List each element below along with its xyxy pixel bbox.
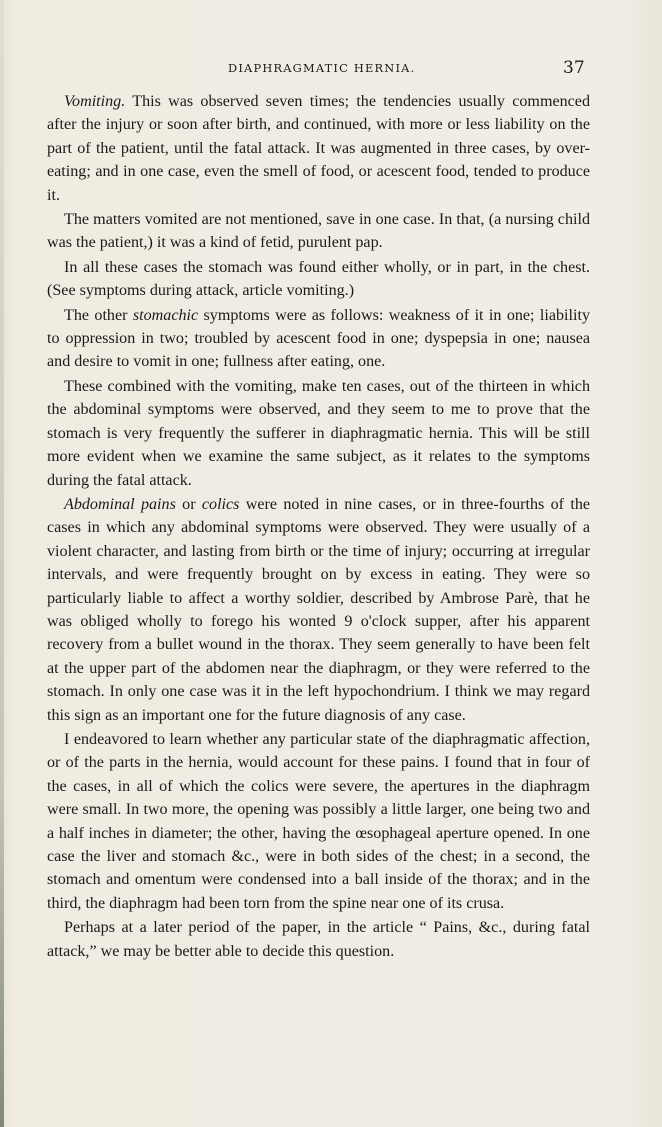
paragraph-text: In all these cases the stomach was found either wholly, or in part, in the chest. (See symptoms during attack, article vomiting.): [47, 258, 590, 300]
paragraph-stomach-location: [47, 256, 590, 303]
paragraph-text: were noted in nine cases, or in three-fourths of the cases in which any abdominal symptoms were observed. They were usually of a violent character, and lasting from birth or the time of injury; occurring at irregular intervals, and were frequently brought on by excess in eating. They were so particularly liable to affect a worthy soldier, described by Ambrose Parè, that he was obliged wholly to forego his wonted 9 o'clock supper, after his apparent recovery from a bullet wound in the thorax. They seem generally to have been felt at the upper part of the abdomen near the diaphragm, or they were referred to the stomach. In only one case was it in the left hypochondrium. I think we may regard this sign as an important one for the future diagnosis of any case.: [47, 495, 591, 724]
body-text: [47, 90, 590, 963]
emphasis-stomachic: stomachic: [132, 306, 199, 324]
paragraph-text: I endeavored to learn whether any particular state of the diaphragmatic affection, or of the parts in the hernia, would account for these pains. I found that in four of the cases, in all of which the colics were severe, the apertures in the diaphragm were small. In two more, the opening was possibly a little larger, one being two and a half inches in diameter; the other, having the œsophageal aperture opened. In one case the liver and stomach &c., were in both sides of the chest; in a second, the stomach and omentum were condensed into a ball inside of the thorax; and in the third, the diaphragm had been torn from the spine near one of its crusa.: [47, 730, 590, 912]
paragraph-combined-cases: [47, 375, 590, 492]
paragraph-text: This was observed seven times; the tendencies usually commenced after the injury or soon after birth, and continued, with more or less liability on the part of the patient, until the fatal attack. It was augmented in three cases, by over-eating; and in one case, even the smell of food, or acescent food, tended to produce it.: [47, 93, 590, 204]
paragraph-abdominal-pains: [47, 493, 590, 727]
paragraph-matters-vomited: [47, 208, 590, 255]
paragraph-later-period: [47, 916, 590, 963]
paragraph-stomachic-symptoms: [47, 304, 590, 374]
running-head: DIAPHRAGMATIC HERNIA.: [228, 61, 416, 75]
paragraph-text: These combined with the vomiting, make ten cases, out of the thirteen in which the abdominal symptoms were observed, and they seem to me to prove that the stomach is very frequently the sufferer in diaphragmatic hernia. This will be still more evident when we examine the same subject, as it relates to the symptoms during the fatal attack.: [47, 377, 590, 489]
page-edge: [0, 0, 4, 1127]
section-lead-abdominal-pains: Abdominal pains: [64, 495, 176, 513]
paragraph-vomiting: [47, 90, 590, 207]
paragraph-diaphragmatic-affection: [47, 728, 590, 915]
paragraph-connector: or: [175, 495, 202, 513]
section-lead-colics: colics: [201, 495, 240, 513]
paragraph-text: Perhaps at a later period of the paper, in the article “ Pains, &c., during fatal attack,” we may be better able to decide this question.: [47, 919, 590, 960]
page-number: 37: [563, 58, 585, 78]
paragraph-text-before: The other: [64, 306, 133, 324]
page-header: [0, 58, 662, 82]
section-lead-vomiting: Vomiting.: [64, 93, 126, 110]
paragraph-text: The matters vomited are not mentioned, save in one case. In that, (a nursing child was the patient,) it was a kind of fetid, purulent pap.: [47, 211, 590, 252]
paragraph-text-after: symptoms were as follows: weakness of it in one; liability to oppression in two; troubled by acescent food in one; dyspepsia in one; nausea and desire to vomit in one; fullness after eating, one.: [47, 306, 590, 371]
